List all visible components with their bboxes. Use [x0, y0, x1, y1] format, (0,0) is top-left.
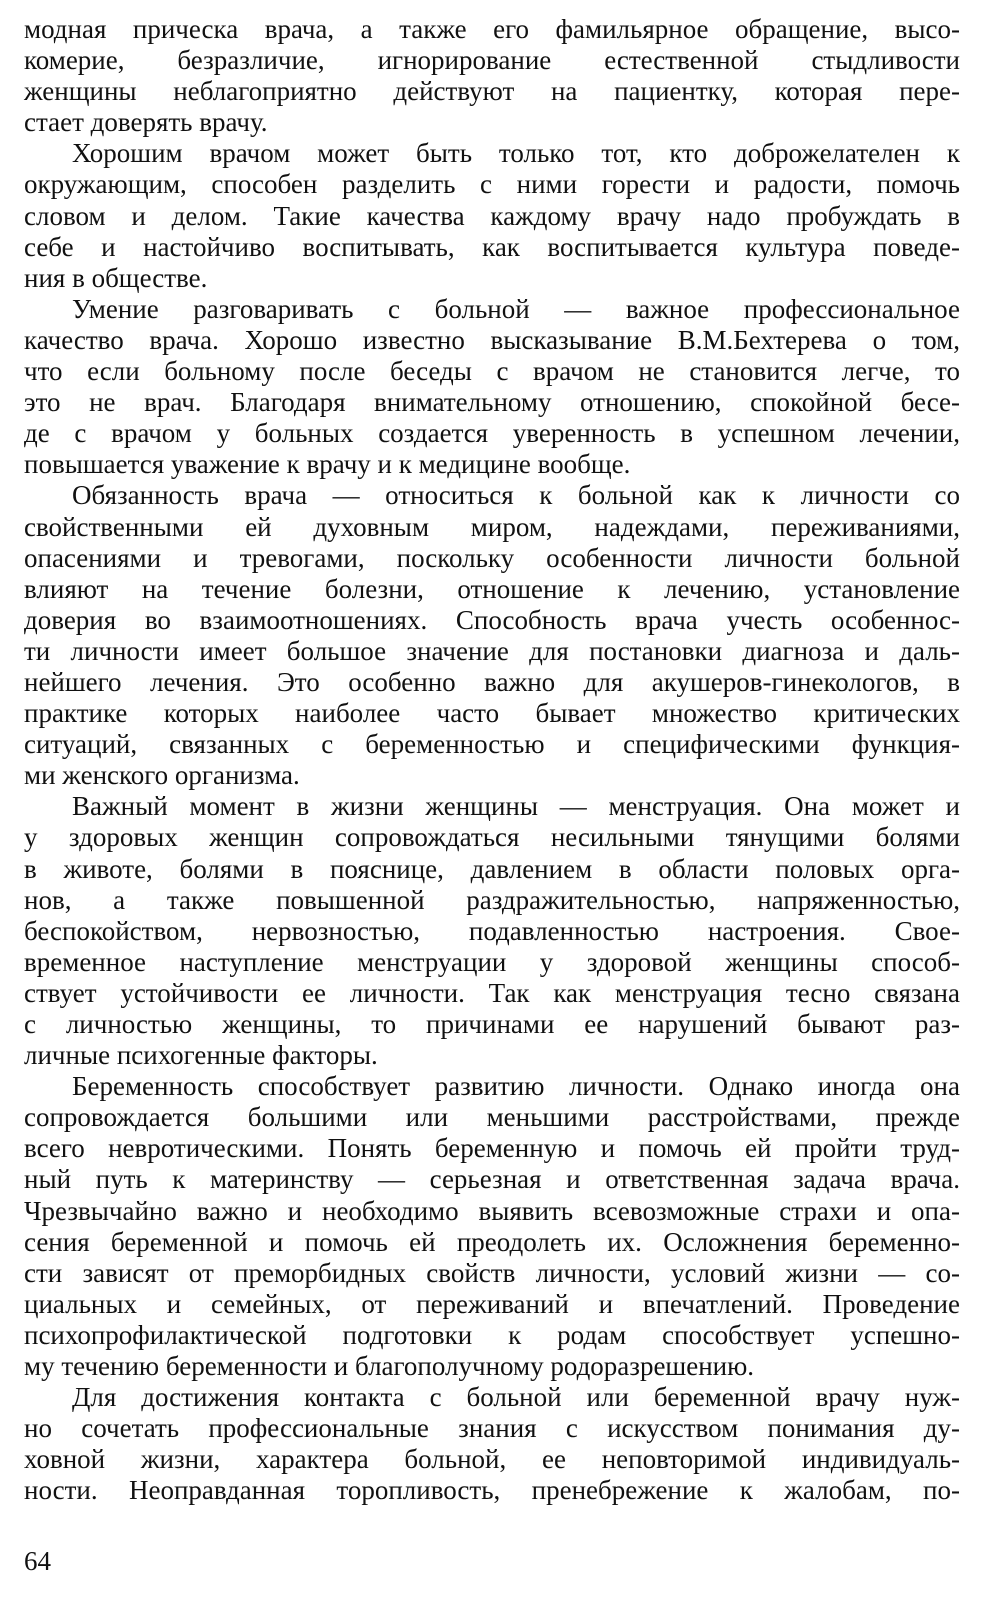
- text-line: практике которых наиболее часто бывает множество критических: [24, 698, 960, 729]
- text-line: что если больному после беседы с врачом не становится легче, то: [24, 356, 960, 387]
- text-line: качество врача. Хорошо известно высказывание В.М.Бехтерева о том,: [24, 324, 960, 355]
- text-line: ховной жизни, характера больной, ее неповторимой индивидуаль-: [24, 1444, 960, 1475]
- text-line: себе и настойчиво воспитывать, как воспитывается культура поведе-: [24, 231, 960, 262]
- page-number: 64: [24, 1546, 51, 1576]
- text-line: циальных и семейных, от переживаний и впечатлений. Проведение: [24, 1288, 960, 1319]
- text-line: опасениями и тревогами, поскольку особенности личности больной: [24, 542, 960, 573]
- text-line: беспокойством, нервозностью, подавленностью настроения. Свое-: [24, 915, 960, 946]
- body-text: [24, 14, 960, 1507]
- text-line: сопровождается большими или меньшими расстройствами, прежде: [24, 1102, 960, 1133]
- text-line: это не врач. Благодаря внимательному отношению, спокойной бесе-: [24, 387, 960, 418]
- text-line: временное наступление менструации у здоровой женщины способ-: [24, 946, 960, 977]
- text-line: личные психогенные факторы.: [24, 1040, 378, 1071]
- paragraph: [24, 14, 960, 138]
- paragraph: [24, 1382, 960, 1506]
- text-line: комерие, безразличие, игнорирование естественной стыдливости: [24, 45, 960, 76]
- text-line: ти личности имеет большое значение для постановки диагноза и даль-: [24, 635, 960, 666]
- text-line: окружающим, способен разделить с ними горести и радости, помочь: [24, 169, 960, 200]
- text-line: ситуаций, связанных с беременностью и специфическими функция-: [24, 729, 960, 760]
- text-line: Умение разговаривать с больной — важное профессиональное: [72, 293, 960, 324]
- text-line: но сочетать профессиональные знания с искусством понимания ду-: [24, 1413, 960, 1444]
- paragraph: [24, 138, 960, 293]
- text-line: словом и делом. Такие качества каждому врачу надо пробуждать в: [24, 200, 960, 231]
- text-line: всего невротическими. Понять беременную и помочь ей пройти труд-: [24, 1133, 960, 1164]
- text-line: ности. Неоправданная торопливость, пренебрежение к жалобам, по-: [24, 1475, 960, 1506]
- text-line: стает доверять врачу.: [24, 107, 268, 138]
- text-line: сти зависят от преморбидных свойств личности, условий жизни — со-: [24, 1257, 960, 1288]
- text-line: Чрезвычайно важно и необходимо выявить всевозможные страхи и опа-: [24, 1195, 960, 1226]
- text-line: у здоровых женщин сопровождаться несильными тянущими болями: [24, 822, 960, 853]
- text-line: де с врачом у больных создается уверенность в успешном лечении,: [24, 418, 960, 449]
- text-line: психопрофилактической подготовки к родам способствует успешно-: [24, 1319, 960, 1350]
- text-line: нейшего лечения. Это особенно важно для акушеров-гинекологов, в: [24, 666, 960, 697]
- text-line: повышается уважение к врачу и к медицине вообще.: [24, 449, 631, 480]
- text-line: женщины неблагоприятно действуют на пациентку, которая пере-: [24, 76, 960, 107]
- text-line: доверия во взаимоотношениях. Способность врача учесть особеннос-: [24, 604, 960, 635]
- text-line: свойственными ей духовным миром, надеждами, переживаниями,: [24, 511, 960, 542]
- text-line: ный путь к материнству — серьезная и ответственная задача врача.: [24, 1164, 960, 1195]
- text-line: Для достижения контакта с больной или беременной врачу нуж-: [72, 1382, 960, 1413]
- text-line: модная прическа врача, а также его фамильярное обращение, высо-: [24, 14, 960, 44]
- text-line: нов, а также повышенной раздражительностью, напряженностью,: [24, 884, 960, 915]
- text-line: Хорошим врачом может быть только тот, кто доброжелателен к: [72, 138, 960, 169]
- text-line: ми женского организма.: [24, 760, 300, 791]
- text-line: сения беременной и помочь ей преодолеть их. Осложнения беременно-: [24, 1226, 960, 1257]
- text-line: влияют на течение болезни, отношение к лечению, установление: [24, 573, 960, 604]
- paragraph: [24, 791, 960, 1071]
- paragraph: [24, 294, 960, 481]
- paragraph: [24, 480, 960, 791]
- text-line: Важный момент в жизни женщины — менструация. Она может и: [72, 791, 960, 822]
- text-line: ния в обществе.: [24, 262, 208, 293]
- text-line: му течению беременности и благополучному родоразрешению.: [24, 1351, 755, 1382]
- text-line: Обязанность врача — относиться к больной как к личности со: [72, 480, 960, 511]
- text-line: Беременность способствует развитию личности. Однако иногда она: [72, 1071, 960, 1102]
- text-line: с личностью женщины, то причинами ее нарушений бывают раз-: [24, 1009, 960, 1039]
- text-line: ствует устойчивости ее личности. Так как менструация тесно связана: [24, 977, 960, 1008]
- paragraph: [24, 1071, 960, 1382]
- text-line: в животе, болями в пояснице, давлением в области половых орга-: [24, 853, 960, 884]
